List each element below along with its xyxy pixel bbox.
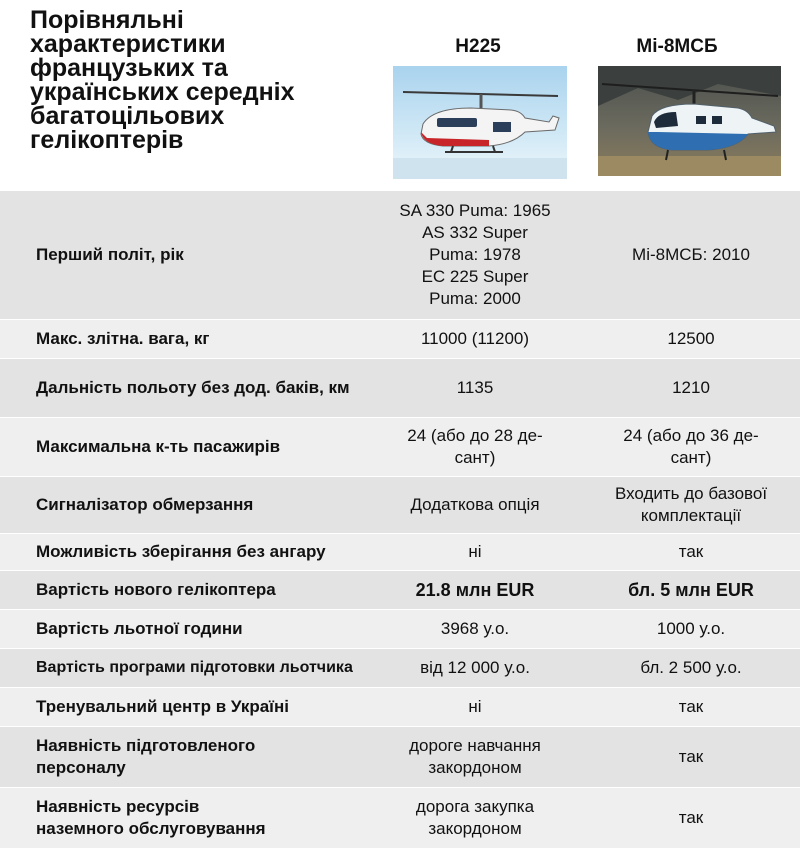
- table-row: [0, 417, 800, 476]
- row-label: Наявність підготовленого персоналу: [36, 736, 256, 777]
- value-mi8msb: так: [678, 808, 704, 827]
- table-row: [0, 358, 800, 417]
- value-mi8msb: так: [678, 697, 704, 716]
- value-mi8msb: бл. 2 500 у.о.: [640, 658, 742, 677]
- value-mi8msb: Входить до базової комплектації: [614, 484, 768, 525]
- value-mi8msb: 1210: [672, 378, 710, 397]
- row-label: Сигналізатор обмерзання: [36, 495, 254, 514]
- value-mi8msb: так: [678, 747, 704, 766]
- table-row: [0, 726, 800, 787]
- row-label: Вартість льотної години: [36, 619, 243, 638]
- row-label: Вартість програми підготовки льотчика: [36, 659, 353, 676]
- row-label: Можливість зберігання без ангару: [36, 542, 326, 561]
- row-label: Макс. злітна. вага, кг: [36, 329, 210, 348]
- value-mi8msb: так: [678, 542, 704, 561]
- value-h225: 1135: [456, 378, 494, 397]
- table-row: [0, 687, 800, 726]
- page-title: Порівняльні характеристики французьких та українських середніх багатоцільових гелікоптерів: [30, 6, 295, 154]
- column-header-h225: H225: [455, 36, 501, 57]
- table-row: [0, 570, 800, 609]
- value-h225: 24 (або до 28 де- сант): [407, 426, 543, 467]
- helicopter-h225-photo: [393, 66, 567, 179]
- value-h225: від 12 000 у.о.: [420, 658, 530, 677]
- value-h225: 11000 (11200): [420, 329, 530, 348]
- row-label: Тренувальний центр в Україні: [36, 697, 289, 716]
- value-mi8msb: бл. 5 млн EUR: [628, 580, 754, 600]
- table-row: [0, 319, 800, 358]
- helicopter-mi8msb-photo: [598, 66, 781, 176]
- header: [0, 0, 800, 190]
- table-row: [0, 787, 800, 848]
- row-label: Перший політ, рік: [36, 245, 184, 264]
- table-row: [0, 190, 800, 319]
- value-h225: дороге навчання закордоном: [409, 736, 541, 777]
- value-mi8msb: 24 (або до 36 де- сант): [623, 426, 759, 467]
- row-label: Вартість нового гелікоптера: [36, 580, 276, 599]
- value-h225: Додаткова опція: [410, 495, 540, 514]
- value-h225: SA 330 Puma: 1965 AS 332 Super Puma: 1978 EC 225 Super Puma: 2000: [399, 201, 551, 308]
- comparison-table: [0, 190, 800, 848]
- value-mi8msb: 12500: [667, 329, 715, 348]
- row-label: Дальність польоту без дод. баків, км: [36, 378, 350, 397]
- value-h225: дорога закупка закордоном: [415, 797, 535, 838]
- table-row: [0, 648, 800, 687]
- value-h225: 21.8 млн EUR: [415, 580, 535, 600]
- value-mi8msb: Мі-8МСБ: 2010: [632, 245, 750, 264]
- row-label: Наявність ресурсів наземного обслуговування: [36, 797, 266, 838]
- value-h225: ні: [468, 542, 482, 561]
- value-h225: 3968 у.о.: [440, 619, 510, 638]
- value-mi8msb: 1000 у.о.: [656, 619, 726, 638]
- table-row: [0, 533, 800, 570]
- value-h225: ні: [468, 697, 482, 716]
- column-header-mi8msb: Мі-8МСБ: [636, 36, 718, 57]
- row-label: Максимальна к-ть пасажирів: [36, 437, 281, 456]
- table-row: [0, 609, 800, 648]
- table-row: [0, 476, 800, 533]
